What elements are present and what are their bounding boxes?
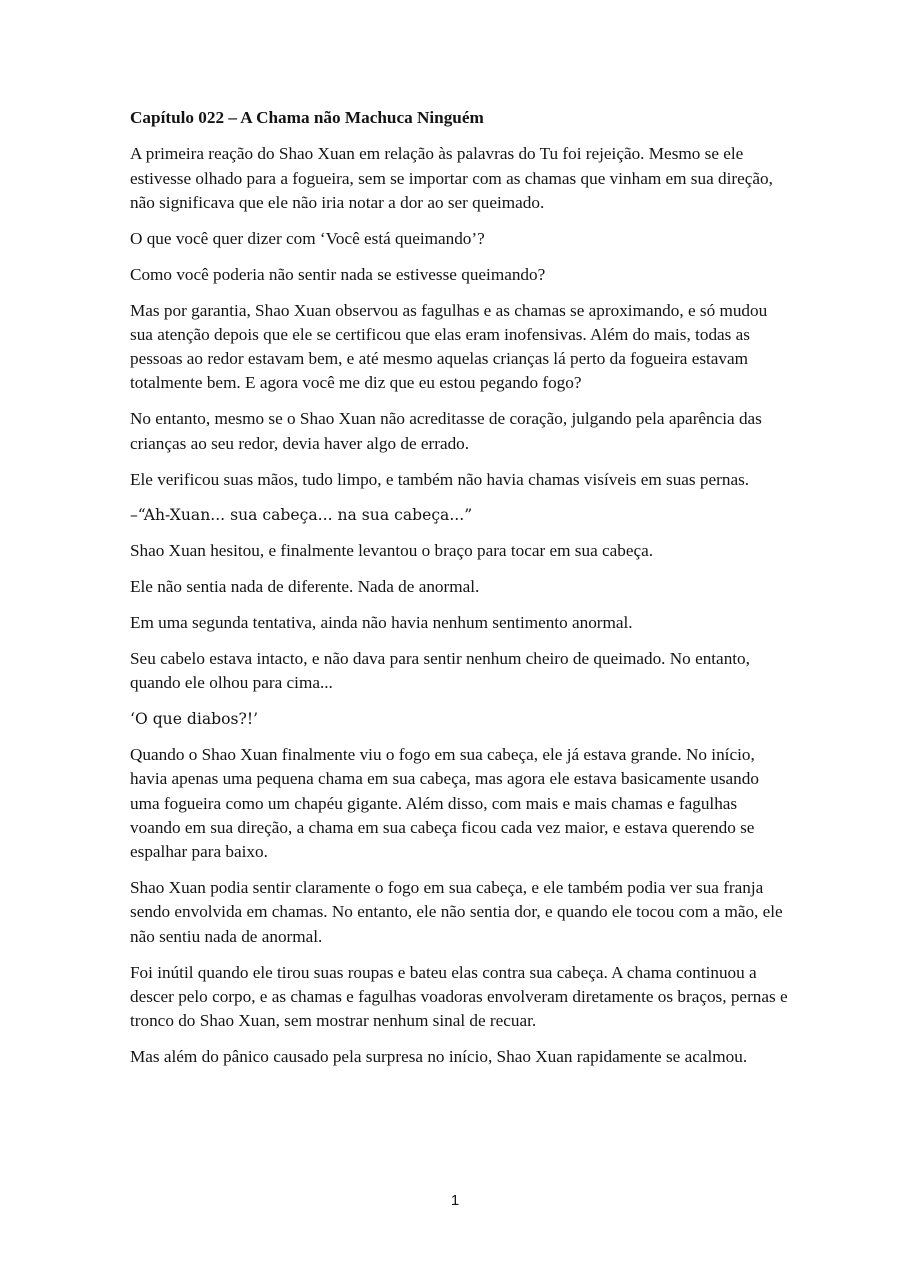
- paragraph: O que você quer dizer com ‘Você está queimando’?: [130, 228, 485, 248]
- paragraph: Foi inútil quando ele tirou suas roupas e bateu elas contra sua cabeça. A chama continuou a descer pelo corpo, e as chamas e fagulhas voadoras envolveram diretamente os braços, pernas e tronco do Shao Xuan, sem mostrar nenhum sinal de recuar.: [130, 962, 788, 1031]
- paragraph: Shao Xuan podia sentir claramente o fogo em sua cabeça, e ele também podia ver sua franja sendo envolvida em chamas. No entanto, ele não sentia dor, e quando ele tocou com a mão, ele não sentiu nada de anormal.: [130, 878, 783, 946]
- paragraph: Mas por garantia, Shao Xuan observou as fagulhas e as chamas se aproximando, e só mudou sua atenção depois que ele se certificou que elas eram inofensivas. Além do mais, todas as pessoas ao redor estavam bem, e até mesmo aquelas crianças lá perto da fogueira estavam totalmente bem. E agora você me diz que eu estou pegando fogo?: [130, 300, 768, 393]
- page-number: 1: [450, 1192, 460, 1209]
- paragraph: Ele verificou suas mãos, tudo limpo, e também não havia chamas visíveis em suas pernas.: [130, 469, 750, 489]
- paragraph: Shao Xuan hesitou, e finalmente levantou o braço para tocar em sua cabeça.: [130, 541, 654, 561]
- thought-line: ‘O que diabos?!’: [130, 710, 259, 729]
- paragraph: Em uma segunda tentativa, ainda não havia nenhum sentimento anormal.: [130, 613, 633, 633]
- chapter-title: Capítulo 022 – A Chama não Machuca Ninguém: [130, 108, 484, 127]
- paragraph: Seu cabelo estava intacto, e não dava para sentir nenhum cheiro de queimado. No entanto, quando ele olhou para cima...: [130, 648, 750, 693]
- paragraph: Quando o Shao Xuan finalmente viu o fogo em sua cabeça, ele já estava grande. No início, havia apenas uma pequena chama em sua cabeça, mas agora ele estava basicamente usando uma fogueira como um chapéu gigante. Além disso, com mais e mais chamas e fagulhas voando em sua direção, a chama em sua cabeça ficou cada vez maior, e estava querendo se espalhar para baixo.: [130, 745, 759, 862]
- dialogue-line: –“Ah-Xuan... sua cabeça... na sua cabeça...”: [130, 506, 473, 525]
- paragraph: A primeira reação do Shao Xuan em relação às palavras do Tu foi rejeição. Mesmo se ele estivesse olhado para a fogueira, sem se importar com as chamas que vinham em sua direção, não significava que ele não iria notar a dor ao ser queimado.: [130, 144, 773, 212]
- paragraph: Como você poderia não sentir nada se estivesse queimando?: [130, 264, 546, 284]
- paragraph: No entanto, mesmo se o Shao Xuan não acreditasse de coração, julgando pela aparência das crianças ao seu redor, devia haver algo de errado.: [130, 409, 762, 453]
- paragraph: Ele não sentia nada de diferente. Nada de anormal.: [130, 577, 480, 597]
- document-body: [130, 106, 790, 1081]
- paragraph: Mas além do pânico causado pela surpresa no início, Shao Xuan rapidamente se acalmou.: [130, 1047, 748, 1067]
